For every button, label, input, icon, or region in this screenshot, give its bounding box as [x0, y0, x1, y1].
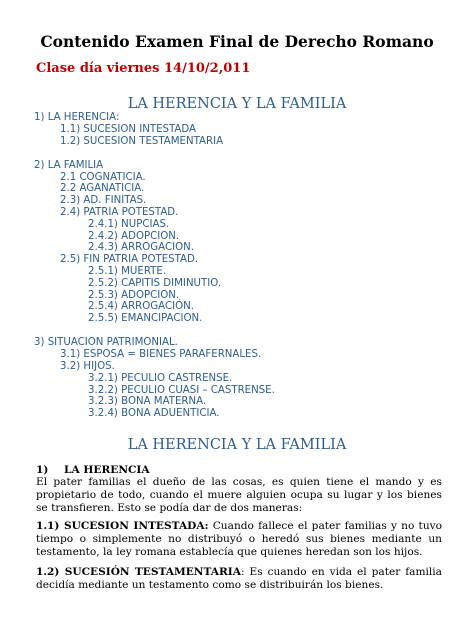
outline-item: 3) SITUACION PATRIMONIAL. [34, 337, 178, 349]
section-heading-bottom: LA HERENCIA Y LA FAMILIA [127, 437, 347, 453]
subsection-1-1-paragraph [36, 520, 442, 559]
outline-item: 2.2 AGANATICIA. [60, 183, 145, 195]
outline-item: 3.2.1) PECULIO CASTRENSE. [88, 372, 233, 384]
document-title: Contenido Examen Final de Derecho Romano [40, 32, 434, 51]
outline-item: 2.4.1) NUPCIAS. [88, 218, 170, 230]
subsection-1-1-text: Cuando fallece el pater familias y no tuvo tiempo o simplemente no distribuyó o heredó sus bienes mediante un testamento, la ley romana establecía que quienes heredan son los hijos. [36, 520, 442, 558]
section-heading-top: LA HERENCIA Y LA FAMILIA [127, 96, 347, 112]
subsection-1-2-label: 1.2) SUCESIÓN TESTAMENTARIA [36, 566, 241, 578]
outline-item: 2.5.4) ARROGACIÓN. [88, 301, 194, 313]
outline-item: 2.1 COGNATICIA. [60, 171, 146, 183]
outline-item: 2.4.2) ADOPCION. [88, 230, 180, 242]
outline-item: 2.5.5) EMANCIPACION. [88, 313, 203, 325]
outline-item: 2.5.3) ADOPCION. [88, 289, 180, 301]
outline-item: 2) LA FAMILIA [34, 159, 104, 171]
section-1-title: LA HERENCIA [64, 464, 150, 476]
class-date-subtitle: Clase día viernes 14/10/2,011 [36, 61, 251, 76]
subsection-1-2-paragraph [36, 566, 442, 592]
outline-item: 2.5) FIN PATRIA POTESTAD. [60, 254, 199, 266]
outline-item: 3.2.3) BONA MATERNA. [88, 396, 207, 408]
section-1-heading [36, 464, 150, 476]
outline-item: 3.2.4) BONA ADUENTICIA. [88, 408, 220, 420]
outline-item: 2.4) PATRIA POTESTAD. [60, 206, 179, 218]
subsection-1-1-label: 1.1) SUCESION INTESTADA: [36, 520, 209, 532]
outline-item: 2.4.3) ARROGACION. [88, 242, 194, 254]
section-1-paragraph: El pater familias el dueño de las cosas, es quien tiene el mando y es propietario de todo, cuando el muere alguien ocupa su lugar y los bienes se transfieren. Esto se podía dar de dos maneras: [36, 476, 442, 514]
outline-item: 1.1) SUCESION INTESTADA [60, 123, 197, 135]
outline-item: 3.2) HIJOS. [60, 360, 115, 372]
outline-item: 2.3) AD. FINITAS. [60, 195, 147, 207]
outline-item: 1.2) SUCESION TESTAMENTARIA [60, 135, 224, 147]
outline-item: 3.2.2) PECULIO CUASI – CASTRENSE. [88, 384, 275, 396]
subsection-1-2-text: : Es cuando en vida el pater familia decidía mediante un testamento como se distribuirán los bienes. [36, 566, 442, 591]
outline-item: 2.5.2) CAPITIS DIMINUTIO. [88, 277, 222, 289]
outline-item: 1) LA HERENCIA: [34, 112, 120, 123]
outline-item: 2.5.1) MUERTE. [88, 265, 167, 277]
outline-item: 3.1) ESPOSA = BIENES PARAFERNALES. [60, 349, 262, 361]
section-1-number: 1) [36, 464, 49, 476]
